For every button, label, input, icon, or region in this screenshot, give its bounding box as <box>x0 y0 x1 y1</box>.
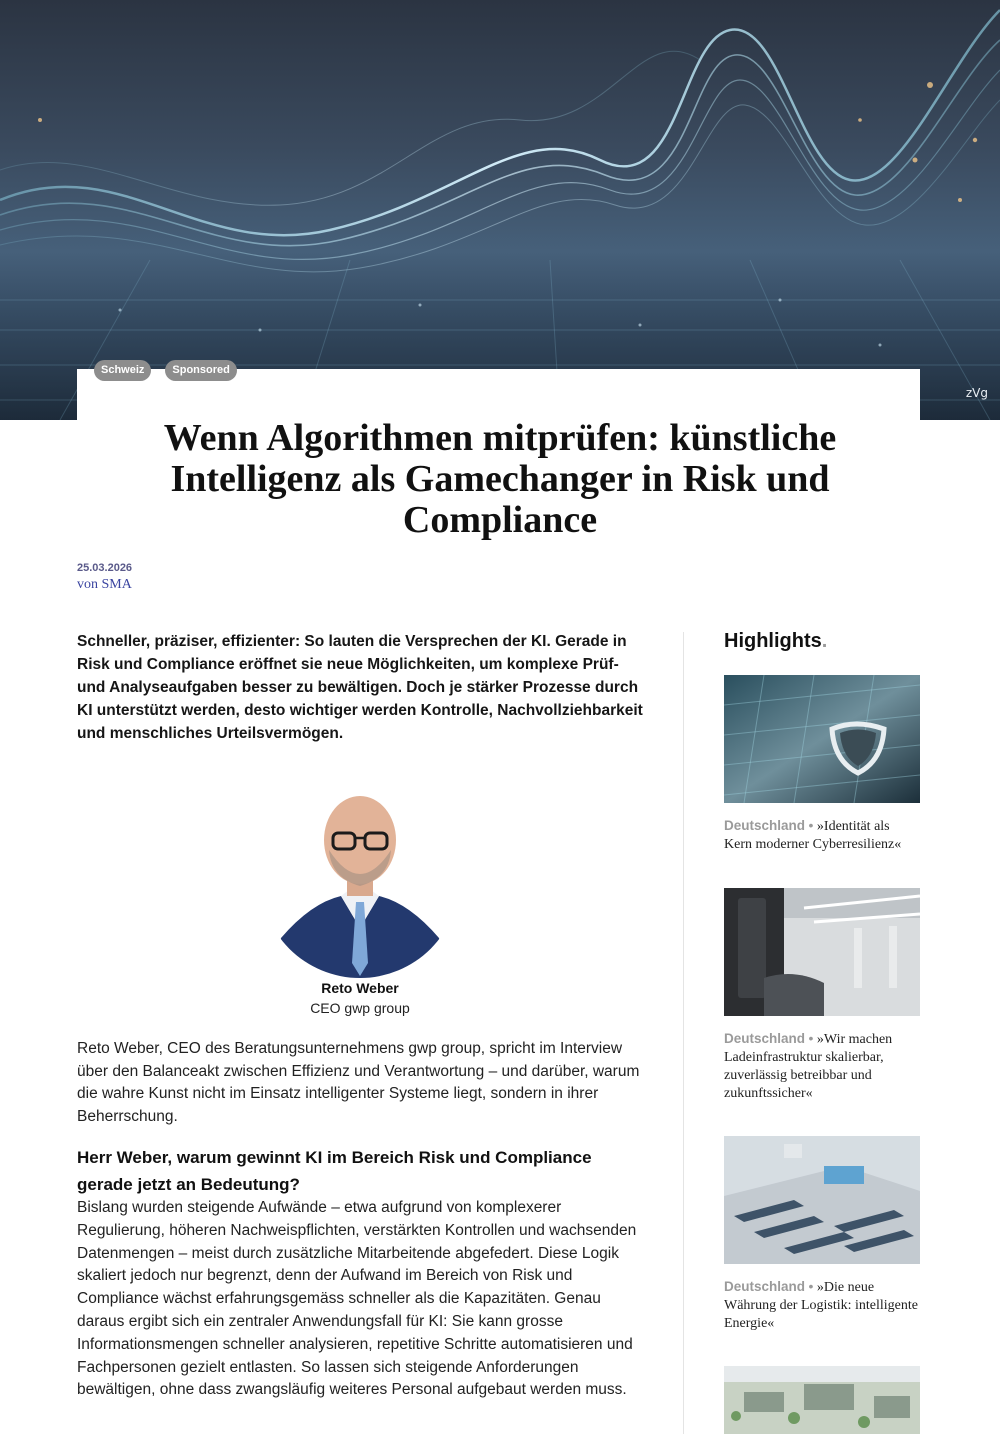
cyber-shield-image[interactable] <box>724 675 920 803</box>
interview-answer: Bislang wurden steigende Aufwände – etwa aufgrund von komplexerer Regulierung, höheren Nachweispflichten, verstärkten Kontrollen und wachsenden Datenmengen – meist durch zusätzliche Mitarbeitende abgefedert. Diese Logik skaliert jedoch nur begrenzt, denn der Aufwand im Bereich von Risk und Compliance wächst erfahrungsgemäss schneller als die Kapazitäten. Genau daraus ergibt sich ein zentraler Anwendungsfall für KI: Sie kann grosse Informationsmengen schneller analysieren, repetitive Schritte automatisieren und Fachpersonen gezielt entlasten. So lassen sich steigende Anforderungen bewältigen, ohne dass zwangsläufig weiteres Personal aufgebaut werden muss. <box>77 1199 637 1399</box>
charging-garage-image[interactable] <box>724 888 920 1016</box>
hero-image <box>0 0 1000 420</box>
highlight-item[interactable] <box>724 1366 920 1434</box>
highlight-item[interactable] <box>724 1136 920 1333</box>
author-prefix: von <box>77 577 98 592</box>
highlights-title: Highlights. <box>724 630 828 652</box>
highlight-item[interactable] <box>724 675 920 854</box>
solar-warehouse-image[interactable] <box>724 1136 920 1264</box>
article-author <box>77 577 132 593</box>
portrait-role: CEO gwp group <box>310 1000 410 1016</box>
article-tags <box>94 360 237 381</box>
highlight-text[interactable]: Deutschland • »Wir machen Ladeinfrastruktur skalierbar, zuverlässig betreibbar und zukunftssicher« <box>724 1030 893 1101</box>
article-date: 25.03.2026 <box>77 562 133 574</box>
portrait-figure <box>271 778 449 1016</box>
article-body <box>77 630 647 1399</box>
highlight-text[interactable]: Deutschland • »Identität als Kern moderner Cyberresilienz« <box>724 817 902 852</box>
tag-sponsored[interactable]: Sponsored <box>165 360 236 381</box>
article-lead: Schneller, präziser, effizienter: So lauten die Versprechen der KI. Gerade in Risk und Compliance eröffnet sie neue Möglichkeiten, um komplexe Prüf- und Analyseaufgaben besser zu bewältigen. Doch je stärker Prozesse durch KI unterstützt werden, desto wichtiger werden Kontrolle, Nachvollziehbarkeit und menschliches Urteilsvermögen. <box>77 633 643 742</box>
portrait-photo <box>271 778 449 978</box>
article-intro: Reto Weber, CEO des Beratungsunternehmens gwp group, spricht im Interview über den Balanceakt zwischen Effizienz und Verantwortung – und darüber, warum die wahre Kunst nicht im Einsatz intelligenter Systeme liegt, sondern in ihrer Beherrschung. <box>77 1040 640 1125</box>
highlights-sidebar <box>724 630 920 1331</box>
interview-question: Herr Weber, warum gewinnt KI im Bereich Risk und Compliance gerade jetzt an Bedeutung? <box>77 1148 592 1194</box>
author-link[interactable]: SMA <box>101 577 132 592</box>
tag-schweiz[interactable]: Schweiz <box>94 360 151 381</box>
column-divider <box>683 632 684 1434</box>
image-credit: zVg <box>965 386 988 400</box>
highlight-text[interactable]: Deutschland • »Die neue Währung der Logistik: intelligente Energie« <box>724 1278 919 1331</box>
highlight-item[interactable] <box>724 888 920 1103</box>
portrait-name: Reto Weber <box>321 980 399 996</box>
campus-aerial-image[interactable] <box>724 1366 920 1434</box>
article-title: Wenn Algorithmen mitprüfen: künstliche Intelligenz als Gamechanger in Risk und Compliance <box>163 417 837 541</box>
hero-wave-graphic <box>0 0 1000 420</box>
